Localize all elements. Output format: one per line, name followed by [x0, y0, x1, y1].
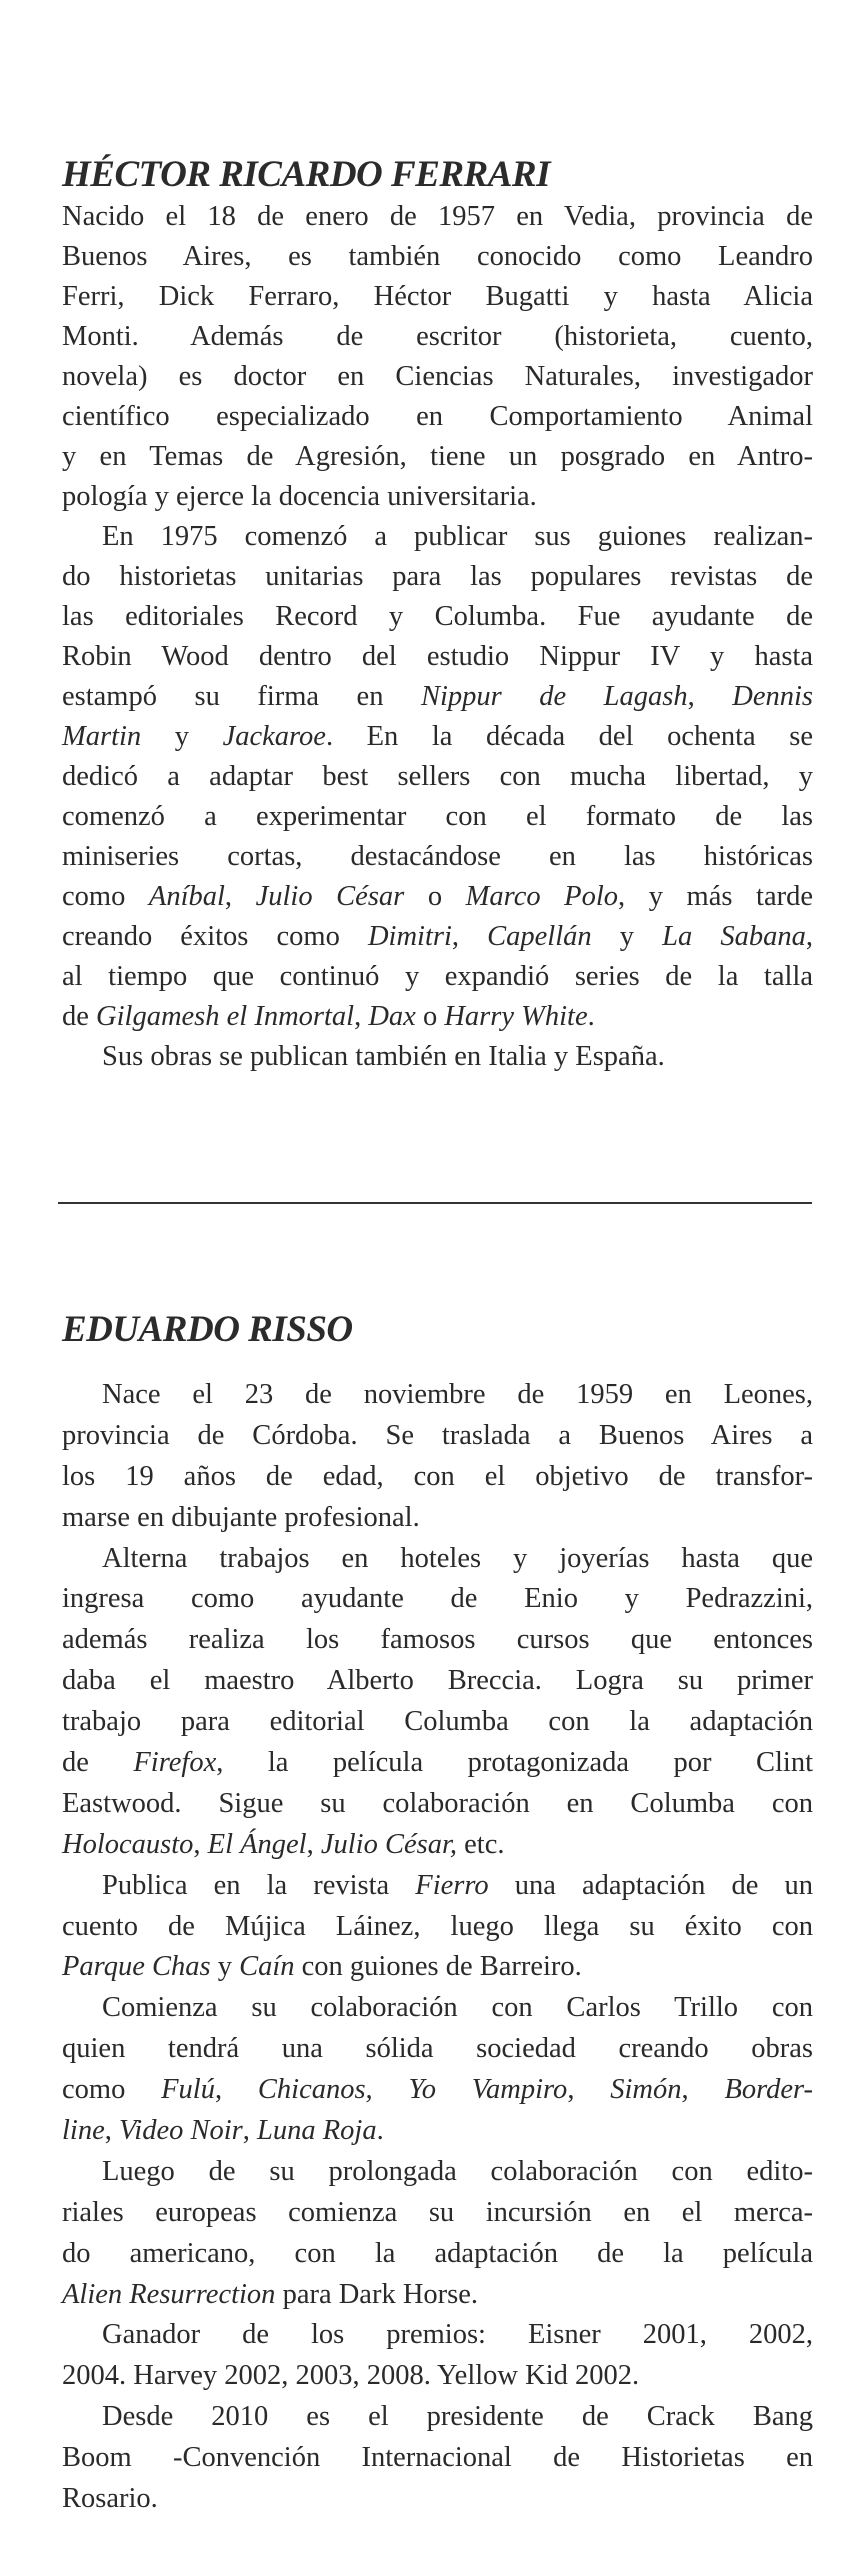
text-segment: do americano, con la adaptación de la película — [62, 2237, 813, 2269]
italic-title-text: Julio César, — [320, 1828, 458, 1860]
text-segment: estampó su firma en — [62, 681, 421, 712]
italic-title-text: Alien Resurrection — [62, 2278, 276, 2310]
text-segment: daba el maestro Alberto Breccia. Logra su primer — [62, 1665, 813, 1697]
text-segment: provincia de Córdoba. Se traslada a Buenos Aires a — [62, 1419, 813, 1451]
text-line — [62, 477, 813, 517]
text-line — [62, 837, 813, 877]
text-segment: , — [451, 921, 488, 952]
text-segment: científico especializado en Comportamiento Animal — [62, 401, 813, 432]
text-segment: Sus obras se publican también en Italia y España. — [102, 1041, 665, 1072]
section-title-risso: EDUARDO RISSO — [62, 1308, 353, 1350]
text-line — [62, 1947, 813, 1988]
text-segment: una adaptación de un — [488, 1869, 814, 1901]
text-segment: además realiza los famosos cursos que entonces — [62, 1624, 813, 1656]
text-segment: los 19 años de edad, con el objetivo de transfor- — [62, 1460, 813, 1492]
text-segment: Monti. Además de escritor (historieta, cuento, — [62, 321, 813, 352]
text-line — [62, 917, 813, 957]
text-line — [62, 677, 813, 717]
text-line — [62, 517, 813, 557]
text-line — [62, 2029, 813, 2070]
text-segment: , la película protagonizada por Clint — [216, 1747, 813, 1779]
text-segment: al tiempo que continuó y expandió series de la talla — [62, 961, 813, 992]
text-line — [62, 717, 813, 757]
bio-body-ferrari — [62, 197, 813, 1077]
italic-title-text: Dennis — [732, 681, 814, 712]
text-segment: Publica en la revista — [102, 1869, 416, 1901]
text-segment: y — [210, 1951, 240, 1983]
text-segment: Comienza su colaboración con Carlos Trillo con — [102, 1992, 813, 2024]
text-line — [62, 1661, 813, 1702]
text-segment: Nace el 23 de noviembre de 1959 en Leones, — [102, 1379, 813, 1410]
text-segment: Ferri, Dick Ferraro, Héctor Bugatti y hasta Alicia — [62, 281, 813, 312]
text-segment: como — [62, 881, 149, 912]
text-line — [62, 1620, 813, 1661]
text-line — [62, 237, 813, 277]
italic-title-text: Julio César — [255, 881, 405, 912]
text-segment: En 1975 comenzó a publicar sus guiones realizan- — [102, 521, 813, 552]
text-segment: , — [681, 2074, 725, 2106]
text-line — [62, 877, 813, 917]
text-line — [62, 1375, 813, 1416]
text-segment: etc. — [457, 1828, 505, 1860]
italic-title-text: Border- — [724, 2074, 814, 2106]
italic-title-text: Firefox — [133, 1747, 217, 1779]
italic-title-text: Martin — [62, 721, 142, 752]
text-segment: , — [306, 1828, 321, 1860]
text-line — [62, 557, 813, 597]
text-segment: , — [354, 1001, 369, 1032]
text-segment: marse en dibujante profesional. — [62, 1501, 420, 1533]
text-line — [62, 2111, 813, 2152]
text-line — [62, 1866, 813, 1907]
text-segment: de — [62, 1747, 134, 1779]
text-segment: , — [214, 2074, 258, 2106]
text-line — [62, 2152, 813, 2193]
italic-title-text: Fierro — [415, 1869, 489, 1901]
text-segment: Nacido el 18 de enero de 1957 en Vedia, provincia de — [62, 201, 813, 232]
section-title-ferrari: HÉCTOR RICARDO FERRARI — [62, 153, 550, 195]
italic-title-text: Chicanos, Yo Vampiro — [257, 2074, 568, 2106]
text-segment: Eastwood. Sigue su colaboración en Columba con — [62, 1787, 813, 1819]
text-line — [62, 637, 813, 677]
text-segment: creando éxitos como — [62, 921, 368, 952]
text-segment: , y más tarde — [618, 881, 813, 912]
italic-title-text: Jackaroe — [222, 721, 326, 752]
text-segment: . — [376, 2115, 384, 2147]
italic-title-text: Capellán — [487, 921, 592, 952]
text-line — [62, 2315, 813, 2356]
text-line — [62, 957, 813, 997]
italic-title-text: Marco Polo — [465, 881, 619, 912]
italic-title-text: Simón — [610, 2074, 682, 2106]
text-segment: Ganador de los premios: Eisner 2001, 2002, — [102, 2319, 813, 2351]
text-segment: las editoriales Record y Columba. Fue ayudante de — [62, 601, 813, 632]
text-segment: para Dark Horse. — [275, 2278, 479, 2310]
text-line — [62, 317, 813, 357]
text-segment: riales europeas comienza su incursión en el merca- — [62, 2196, 813, 2228]
text-segment: de — [62, 1001, 97, 1032]
text-segment: Desde 2010 es el presidente de Crack Bang — [102, 2401, 813, 2433]
text-segment: comenzó a experimentar con el formato de las — [62, 801, 813, 832]
italic-title-text: Caín — [239, 1951, 295, 1983]
text-segment: . — [587, 1001, 595, 1032]
text-segment: . En la década del ochenta se — [325, 721, 813, 752]
text-line — [62, 997, 813, 1037]
text-segment: con guiones de Barreiro. — [294, 1951, 582, 1983]
text-segment: como — [62, 2074, 162, 2106]
text-segment: Robin Wood dentro del estudio Nippur IV y hasta — [62, 641, 813, 672]
text-segment: ingresa como ayudante de Enio y Pedrazzini, — [62, 1583, 813, 1615]
text-segment: trabajo para editorial Columba con la adaptación — [62, 1706, 813, 1738]
text-segment: dedicó a adaptar best sellers con mucha libertad, y — [62, 761, 813, 792]
text-line — [62, 2275, 813, 2316]
bio-body-risso — [62, 1375, 813, 2520]
text-segment: cuento de Mújica Láinez, luego llega su éxito con — [62, 1910, 813, 1942]
text-line — [62, 1457, 813, 1498]
text-line — [62, 597, 813, 637]
italic-title-text: Luna Roja — [257, 2115, 377, 2147]
text-segment: Luego de su prolongada colaboración con edito- — [102, 2155, 813, 2187]
italic-title-text: Dimitri — [367, 921, 452, 952]
text-line — [62, 2397, 813, 2438]
text-line — [62, 357, 813, 397]
italic-title-text: Parque Chas — [62, 1951, 211, 1983]
text-segment: Alterna trabajos en hoteles y joyerías hasta que — [102, 1542, 813, 1574]
text-segment: y en Temas de Agresión, tiene un posgrado en Antro- — [62, 441, 813, 472]
text-segment: , — [193, 1828, 208, 1860]
text-line — [62, 2356, 813, 2397]
text-line — [62, 1702, 813, 1743]
text-segment: Boom -Convención Internacional de Historietas en — [62, 2442, 813, 2474]
text-segment: o — [415, 1001, 445, 1032]
italic-title-text: La Sabana — [662, 921, 806, 952]
text-line — [62, 757, 813, 797]
text-line — [62, 197, 813, 237]
text-segment: , — [567, 2074, 611, 2106]
text-segment: quien tendrá una sólida sociedad creando obras — [62, 2033, 813, 2065]
text-line — [62, 1037, 813, 1077]
text-segment: do historietas unitarias para las populares revistas de — [62, 561, 813, 592]
text-segment: o — [404, 881, 466, 912]
italic-title-text: Video Noir — [119, 2115, 243, 2147]
text-segment: , — [805, 921, 813, 952]
italic-title-text: El Ángel — [207, 1828, 307, 1860]
text-line — [62, 797, 813, 837]
text-segment: Rosario. — [62, 2483, 158, 2515]
text-segment: miniseries cortas, destacándose en las históricas — [62, 841, 813, 872]
text-segment: pología y ejerce la docencia universitaria. — [62, 481, 537, 512]
text-segment: , — [242, 2115, 258, 2147]
section-divider — [58, 1202, 812, 1204]
text-line — [62, 2479, 813, 2520]
text-segment: 2004. Harvey 2002, 2003, 2008. Yellow Kid 2002. — [62, 2360, 640, 2392]
text-line — [62, 2438, 813, 2479]
italic-title-text: Nippur de Lagash — [420, 681, 688, 712]
text-line — [62, 1825, 813, 1866]
italic-title-text: Aníbal — [148, 881, 225, 912]
italic-title-text: Gilgamesh el Inmortal — [96, 1001, 355, 1032]
text-segment: Buenos Aires, es también conocido como Leandro — [62, 241, 813, 272]
text-line — [62, 1784, 813, 1825]
text-line — [62, 1988, 813, 2029]
italic-title-text: Dax — [368, 1001, 416, 1032]
text-segment: , — [687, 681, 733, 712]
text-segment: y — [591, 921, 663, 952]
text-line — [62, 1498, 813, 1539]
text-line — [62, 2193, 813, 2234]
text-line — [62, 1907, 813, 1948]
italic-title-text: Harry White — [444, 1001, 588, 1032]
text-line — [62, 1743, 813, 1784]
text-segment: novela) es doctor en Ciencias Naturales, investigador — [62, 361, 813, 392]
text-line — [62, 397, 813, 437]
text-line — [62, 277, 813, 317]
text-line — [62, 437, 813, 477]
text-segment: y — [141, 721, 223, 752]
text-line — [62, 1539, 813, 1580]
text-line — [62, 2234, 813, 2275]
italic-title-text: Fulú — [161, 2074, 215, 2106]
italic-title-text: line — [62, 2115, 105, 2147]
text-line — [62, 2070, 813, 2111]
text-line — [62, 1416, 813, 1457]
italic-title-text: Holocausto — [62, 1828, 194, 1860]
text-segment: , — [224, 881, 256, 912]
text-segment: , — [104, 2115, 119, 2147]
text-line — [62, 1579, 813, 1620]
